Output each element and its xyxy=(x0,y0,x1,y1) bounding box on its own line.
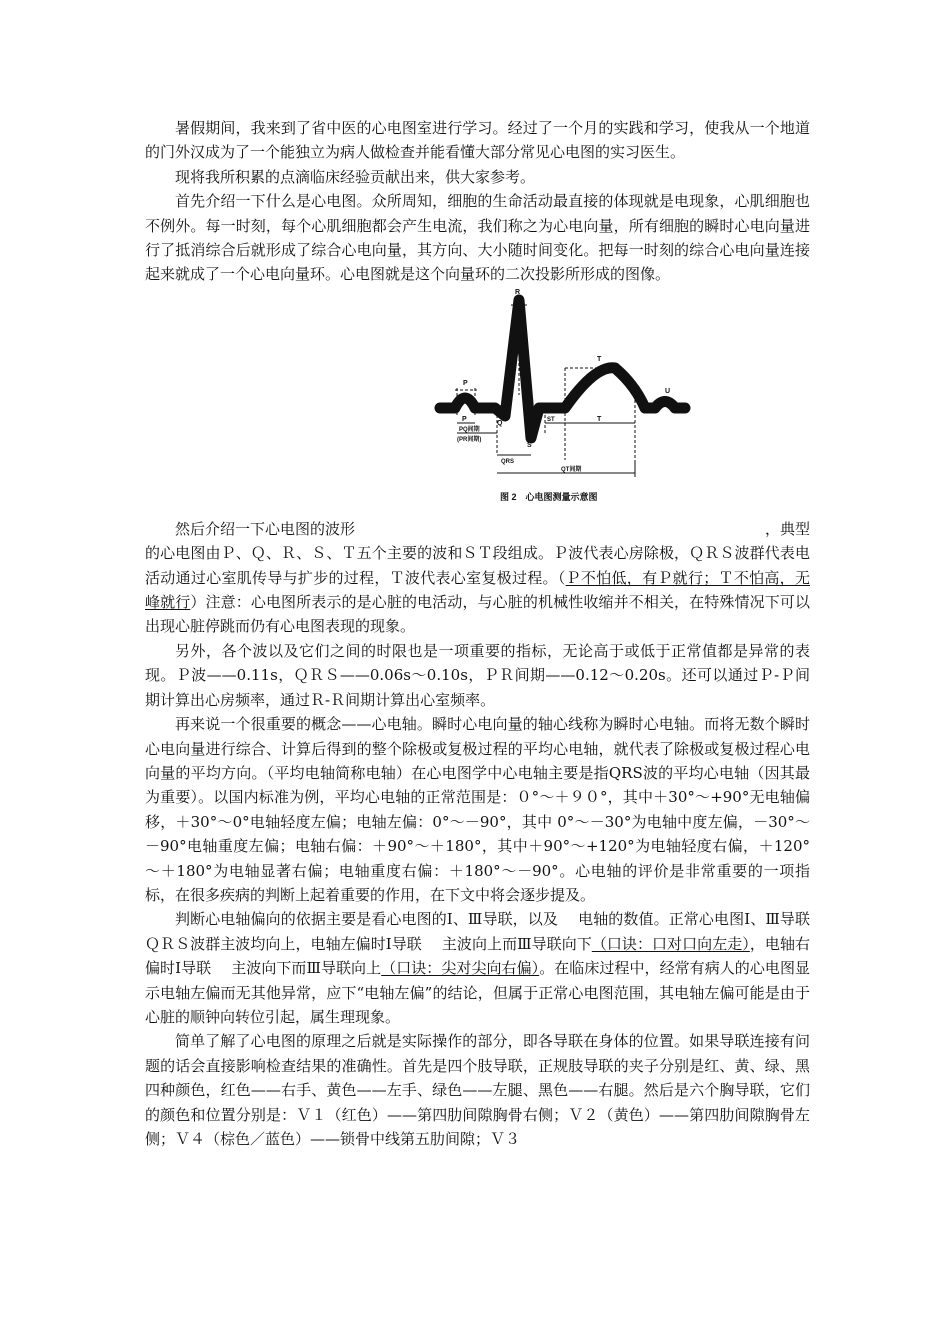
label-qt-interval: QT间期 xyxy=(561,466,582,473)
label-r-top: R xyxy=(515,288,521,296)
paragraph-lead-placement: 简单了解了心电图的原理之后就是实际操作的部分，即各导联在身体的位置。如果导联连接有问题的话会直接影响检查结果的准确性。首先是四个肢导联，正规肢导联的夹子分别是红、黄、绿、黑四种颜色，红色——右手、黄色——左手、绿色——左腿、黑色——右腿。然后是六个胸导联，它们的颜色和位置分别是：Ｖ１（红色）——第四肋间隙胸骨右侧；Ｖ２（黄色）——第四肋间隙胸骨左侧；Ｖ４（棕色／蓝色）——锁骨中线第五肋间隙；Ｖ３ xyxy=(145,1032,810,1148)
wave-intro-right: ，典型 xyxy=(764,519,810,538)
label-q: Q xyxy=(497,419,503,427)
axis-mnemonic-right: （口诀：尖对尖向右偏） xyxy=(381,959,540,978)
axis-mnemonic-left: （口诀：口对口向左走） xyxy=(591,934,750,953)
label-u: U xyxy=(665,387,671,395)
label-p-bottom: P xyxy=(462,415,467,423)
label-s: S xyxy=(527,441,532,449)
axis-text-e: 主波向下而Ⅲ导联向上 xyxy=(231,959,382,978)
label-st: ST xyxy=(547,416,555,423)
waveform-mnemonic: Ｐ不怕低，有Ｐ就行；Ｔ不怕高，无峰就行 xyxy=(145,568,810,612)
paragraph-electric-axis: 再来说一个很重要的概念——心电轴。瞬时心电向量的轴心线称为瞬时心电轴。而将无数个瞬时心电向量进行综合、计算后得到的整个除极或复极过程的平均心电轴，就代表了除极或复极过程心电向量的平均方向。（平均电轴简称电轴）在心电图学中心电轴主要是指QRS波的平均心电轴（因其最为重要）。以国内标准为例，平均心电轴的正常范围是：０°～＋９０°，其中＋30°～+90°无电轴偏移，＋30°～0°电轴轻度左偏；电轴左偏：0°～－90°，其中 0°～－30°为电轴中度左偏，－30°～－90°电轴重度左偏；电轴右偏：＋90°～＋180°，其中＋90°～+120°为电轴轻度右偏，＋120°～＋180°为电轴显著右偏；电轴重度右偏：＋180°～－90°。心电轴的评价是非常重要的一项指标，在很多疾病的判断上起着重要的作用，在下文中将会逐步提及。 xyxy=(145,715,810,904)
waveform-text-a: 的心电图由Ｐ、Ｑ、Ｒ、Ｓ、Ｔ五个主要的波和ＳＴ段组成。Ｐ波代表心房除极，ＱＲＳ波群代表电活动通过心室肌传导与扩步的过程，Ｔ波代表心室复极过程。（ xyxy=(145,544,810,587)
label-pr-interval: (PR间期) xyxy=(457,436,482,443)
axis-text-d: ，电轴右偏时Ⅰ导联 xyxy=(145,934,810,978)
label-pq-interval: PQ间期 xyxy=(459,426,480,433)
wave-intro-line xyxy=(145,517,810,541)
ecg-trace xyxy=(440,300,685,438)
paragraph-intro: 暑假期间，我来到了省中医的心电图室进行学习。经过了一个月的实践和学习，使我从一个地道的门外汉成为了一个能独立为病人做检查并能看懂大部分常见心电图的实习医生。 xyxy=(145,119,810,162)
axis-text-a: 判断心电轴偏向的依据主要是看心电图的Ⅰ、Ⅲ导联，以及 xyxy=(175,910,558,929)
document-page xyxy=(145,116,810,1151)
label-t-top: T xyxy=(597,355,602,363)
paragraph-share: 现将我所积累的点滴临床经验贡献出来，供大家参考。 xyxy=(175,167,536,186)
ecg-figure xyxy=(145,287,810,517)
label-p-top: P xyxy=(463,379,468,387)
axis-text-c: 主波向上而Ⅲ导联向下 xyxy=(441,934,592,953)
axis-text-f: 。在临床过程中，经常有病人的心电图显示电轴左偏而无其他异常，应下“电轴左偏”的结论，但属于正常心电图范围，其电轴左偏可能是由于心脏的顺钟向转位引起，属生理现象。 xyxy=(145,959,810,1026)
paragraph-ecg-definition: 首先介绍一下什么是心电图。众所周知，细胞的生命活动最直接的体现就是电现象，心肌细胞也不例外。每一时刻，每个心肌细胞都会产生电流，我们称之为心电向量，所有细胞的瞬时心电向量进行了抵消综合后就形成了综合心电向量，其方向、大小随时间变化。把每一时刻的综合心电向量连接起来就成了一个心电向量环。心电图就是这个向量环的二次投影所形成的图像。 xyxy=(145,192,810,284)
label-qrs: QRS xyxy=(501,458,515,465)
label-r-mid: R xyxy=(507,349,513,357)
paragraph-axis-deviation xyxy=(145,907,810,1029)
paragraph-waveform xyxy=(145,541,810,639)
label-t-bottom: T xyxy=(597,415,602,423)
figure-caption: 图 2 心电图测量示意图 xyxy=(500,491,598,502)
paragraph-intervals: 另外，各个波以及它们之间的时限也是一项重要的指标，无论高于或低于正常值都是异常的表现。Ｐ波——0.11s，ＱＲＳ——0.06s～0.10s，ＰＲ间期——0.12～0.20s。还可以通过Ｐ-Ｐ间期计算出心房频率，通过Ｒ-Ｒ间期计算出心室频率。 xyxy=(145,641,810,709)
axis-text-b: 电轴的数值。正常心电图Ⅰ、Ⅲ导联ＱＲＳ波群主波均向上，电轴左偏时Ⅰ导联 xyxy=(145,910,810,953)
wave-intro-left: 然后介绍一下心电图的波形 xyxy=(175,519,356,538)
waveform-text-b: ）注意：心电图所表示的是心脏的电活动，与心脏的机械性收缩并不相关，在特殊情况下可以出现心脏停跳而仍有心电图表现的现象。 xyxy=(145,593,810,636)
ecg-measurement-diagram xyxy=(435,288,695,510)
